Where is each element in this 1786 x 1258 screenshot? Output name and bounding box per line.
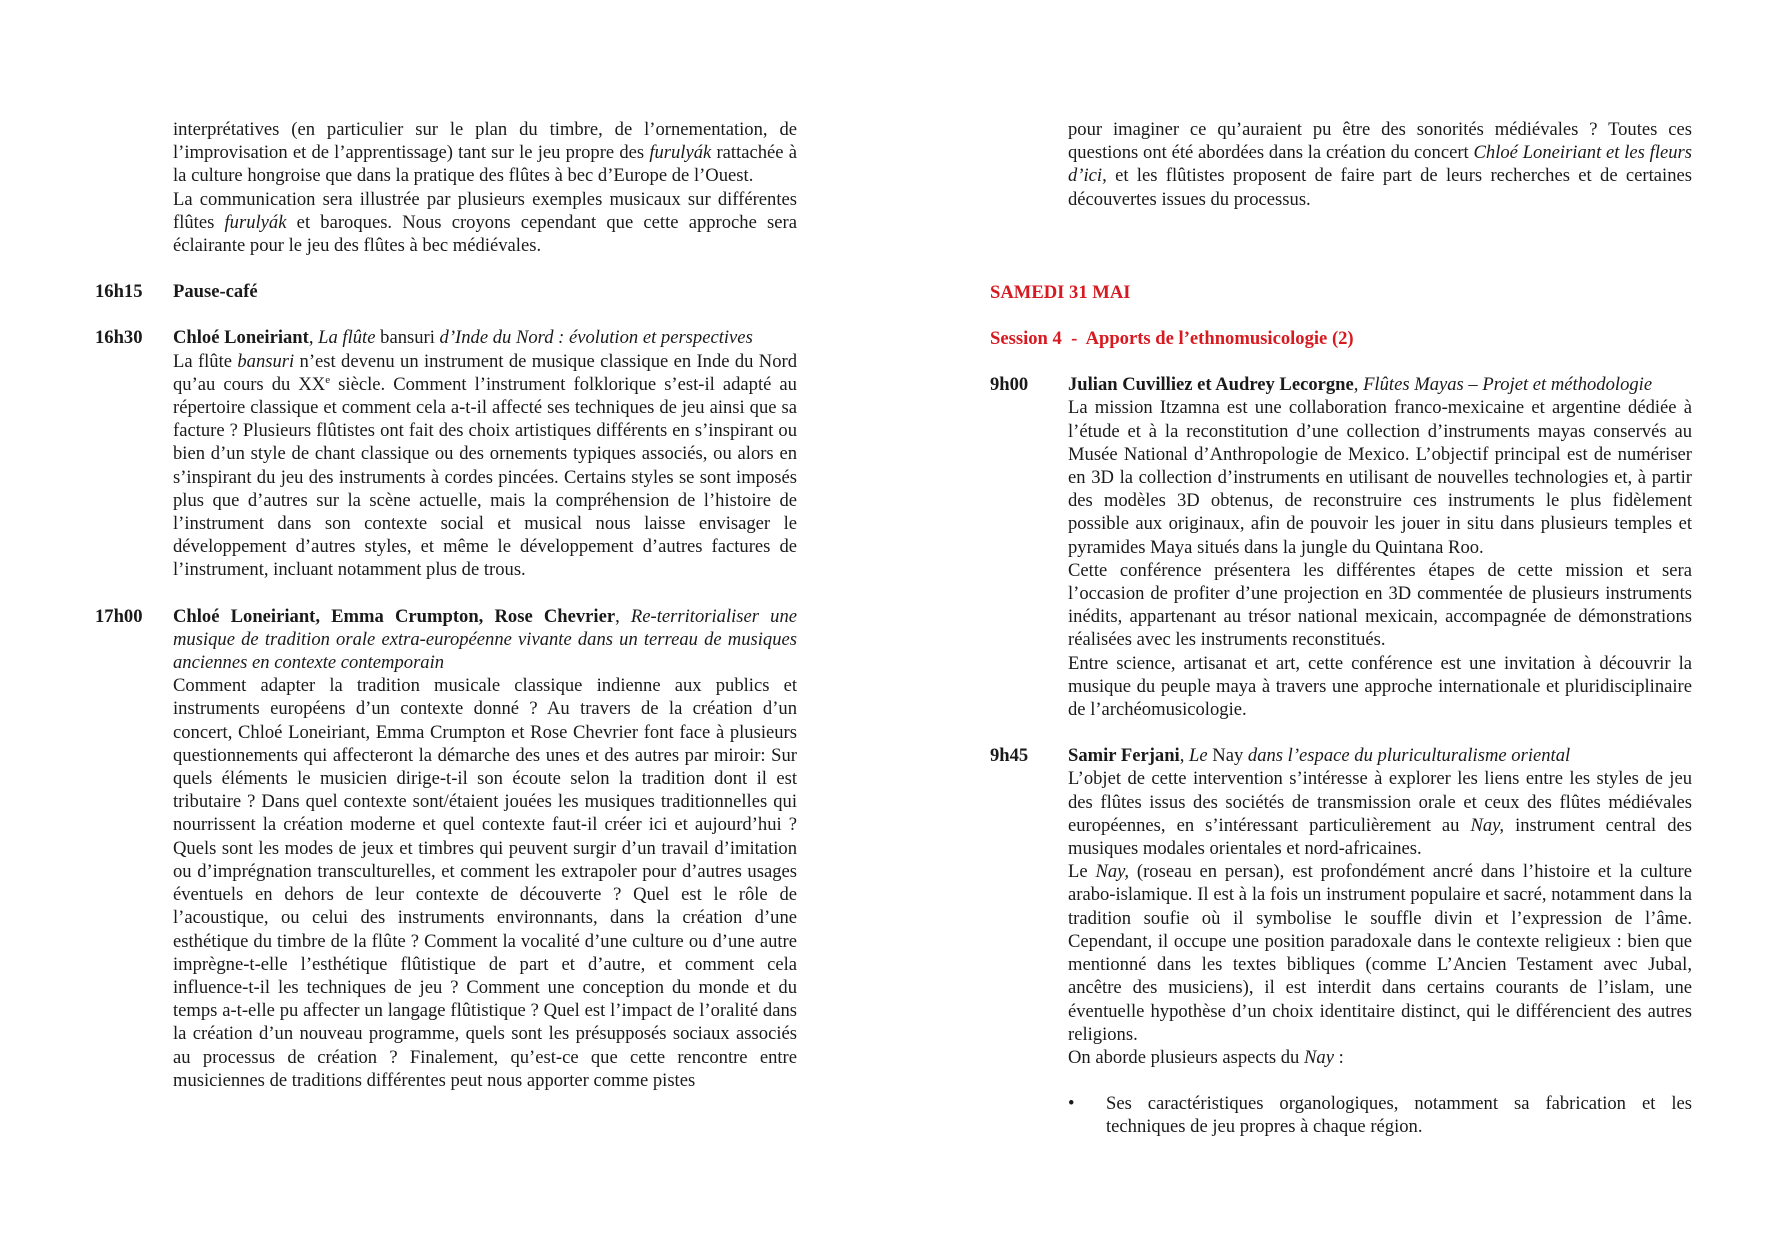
right-column (990, 118, 1692, 1139)
session-heading: Session 4 - Apports de l’ethnomusicologie (2) (990, 328, 1354, 350)
talk-900 (990, 373, 1692, 721)
talk-1630-speaker: Chloé Loneiriant (173, 327, 309, 349)
intro-paragraph-1: interprétatives (en particulier sur le plan du timbre, de l’ornementation, de l’improvisation et de l’apprentissage) tant sur le jeu propre des furulyák rattachée à la culture hongroise que dans la pratique des flûtes à bec d’Europe de l’Ouest. (173, 119, 797, 187)
break-entry (95, 280, 797, 303)
talk-945 (990, 744, 1692, 1069)
talk-900-speakers: Julian Cuvilliez et Audrey Lecorgne (1068, 374, 1354, 396)
talk-1700-abstract: Comment adapter la tradition musicale classique indienne aux publics et instruments européens d’un contexte donné ? Au travers de la création d’un concert, Chloé Loneiriant, Emma Crumpton et Rose Chevrier font face à plusieurs questionnements qui affecteront la démarche des unes et des autres par miroir: Sur quels éléments le musicien dirige-t-il son écoute selon la tradition dont il est tributaire ? Dans quel contexte sont/étaient jouées les musiques traditionnelles qui nourrissent la création moderne et quel contexte faut-il créer ici et aujourd’hui ? Quels sont les modes de jeux et timbres qui peuvent surgir d’un travail d’imitation ou d’imprégnation transculturelles, et comment les extrapoler pour d’autres usages éventuels en dehors de leur contexte de découverte ? Quel est le rôle de l’acoustique, ou celui des instruments environnants, dans la création d’une esthétique du timbre de la flûte ? Comment la vocalité d’une culture ou d’une autre imprègne-t-elle l’esthétique flûtistique de part et d’autre, et comment cela influence-t-il les techniques de jeu ? Comment une conception du monde et du temps a-t-elle pu affecter un langage flûtistique ? Quel est l’impact de l’oralité dans la création d’un nouveau programme, quels sont les présupposés sociaux associés au processus de création ? Finalement, qu’est-ce que cette rencontre entre musiciennes de traditions différentes peut nous apporter comme pistes (173, 675, 797, 1091)
talk-900-time: 9h00 (990, 374, 1029, 396)
talk-1700-heading: Chloé Loneiriant, Emma Crumpton, Rose Chevrier, Re-territorialiser une musique de tradition orale extra-européenne vivante dans un terreau de musiques anciennes en contexte contemporain (173, 605, 798, 674)
day-heading: SAMEDI 31 MAI (990, 281, 1131, 303)
talk-900-heading: Julian Cuvilliez et Audrey Lecorgne, Flûtes Mayas – Projet et méthodologie (1068, 374, 1653, 396)
intro-paragraph-2: La communication sera illustrée par plusieurs exemples musicaux sur différentes flûtes furulyák et baroques. Nous croyons cependant que cette approche sera éclairante pour le jeu des flûtes à bec médiévales. (173, 188, 797, 257)
talk-1700 (95, 605, 797, 1092)
break-time: 16h15 (95, 281, 143, 303)
continuation-paragraph: pour imaginer ce qu’auraient pu être des sonorités médiévales ? Toutes ces questions ont été abordées dans la création du concert Chloé Loneiriant et les fleurs d’ici, et les flûtistes proposent de faire part de leurs recherches et de certaines découvertes issues du processus. (1068, 119, 1693, 210)
left-column (95, 118, 797, 1092)
talk-945-p3: On aborde plusieurs aspects du Nay : (1068, 1046, 1344, 1068)
bullet-icon: • (1068, 1093, 1075, 1115)
talk-945-time: 9h45 (990, 745, 1029, 767)
talk-1630-heading: Chloé Loneiriant, La flûte bansuri d’Inde du Nord : évolution et perspectives (173, 327, 753, 349)
talk-900-p2: Cette conférence présentera les différentes étapes de cette mission et sera l’occasion de profiter d’une projection en 3D commentée de plusieurs instruments inédits, appartenant au trésor national mexicain, accompagnée de démonstrations réalisées avec les instruments reconstitués. (1068, 559, 1692, 651)
talk-900-p1: La mission Itzamna est une collaboration franco-mexicaine et argentine dédiée à l’étude et à la reconstitution d’une collection d’instruments mayas conservés au Musée National d’Anthropologie de Mexico. L’objectif principal est de numériser en 3D la collection d’instruments en utilisant de nouvelles technologies et, à partir des modèles 3D obtenus, de reconstruire ces instruments le plus fidèlement possible aux originaux, afin de pouvoir les jouer in situ dans plusieurs temples et pyramides Maya situés dans la jungle du Quintana Roo. (1068, 397, 1692, 558)
talk-1630-time: 16h30 (95, 327, 143, 349)
bullet-text: Ses caractéristiques organologiques, notamment sa fabrication et les techniques de jeu propres à chaque région. (1106, 1093, 1692, 1138)
talk-1630-abstract: La flûte bansuri n’est devenu un instrument de musique classique en Inde du Nord qu’au cours du XXe siècle. Comment l’instrument folklorique s’est-il adapté au répertoire classique et comment cela a-t-il affecté ses techniques de jeu ainsi que sa facture ? Plusieurs flûtistes ont fait des choix artistiques différents en s’inspirant ou bien d’un style de chant classique ou des ornements typiques associés, ou alors en s’inspirant du jeu des instruments à cordes pincées. Certains styles se sont imposés plus que d’autres sur la scène actuelle, mais la compréhension de l’histoire de l’instrument dans son contexte social et musical nous laisse envisager le développement d’autres styles, et même le développement d’autres factures de l’instrument, incluant notamment plus de trous. (173, 350, 797, 581)
talk-945-p2: Le Nay, (roseau en persan), est profondément ancré dans l’histoire et la culture arabo-islamique. Il est à la fois un instrument populaire et sacré, notamment dans la tradition soufie où il symbolise le souffle divin et l’expression de l’âme. Cependant, il occupe une position paradoxale dans le contexte religieux : bien que mentionné dans les textes bibliques (comme L’Ancien Testament avec Jubal, ancêtre des musiciens), il est interdit dans certains courants de l’islam, une éventuelle hypothèse d’un choix identitaire distinct, qui le différencient des autres religions. (1068, 861, 1692, 1045)
talk-1700-speakers: Chloé Loneiriant, Emma Crumpton, Rose Chevrier (173, 605, 616, 627)
talk-900-title: Flûtes Mayas – Projet et méthodologie (1363, 374, 1653, 396)
talk-945-speaker: Samir Ferjani (1068, 745, 1180, 767)
break-label: Pause-café (173, 281, 258, 303)
talk-945-heading: Samir Ferjani, Le Nay dans l’espace du pluriculturalisme oriental (1068, 745, 1571, 767)
bullet-item (990, 1092, 1692, 1138)
talk-900-p3: Entre science, artisanat et art, cette conférence est une invitation à découvrir la musique du peuple maya à travers une approche internationale et pluridisciplinaire de l’archéomusicologie. (1068, 652, 1692, 721)
talk-945-p1: L’objet de cette intervention s’intéresse à explorer les liens entre les styles de jeu des flûtes issus des sociétés de transmission orale et ceux des flûtes médiévales européennes, en s’intéressant particulièrement au Nay, instrument central des musiques modales orientales et nord-africaines. (1068, 768, 1692, 860)
talk-1700-time: 17h00 (95, 605, 143, 627)
talk-1700-title: Re-territorialiser une musique de tradition orale extra-européenne vivante dans un terreau de musiques anciennes en contexte contemporain (173, 605, 798, 674)
talk-1630 (95, 326, 797, 581)
